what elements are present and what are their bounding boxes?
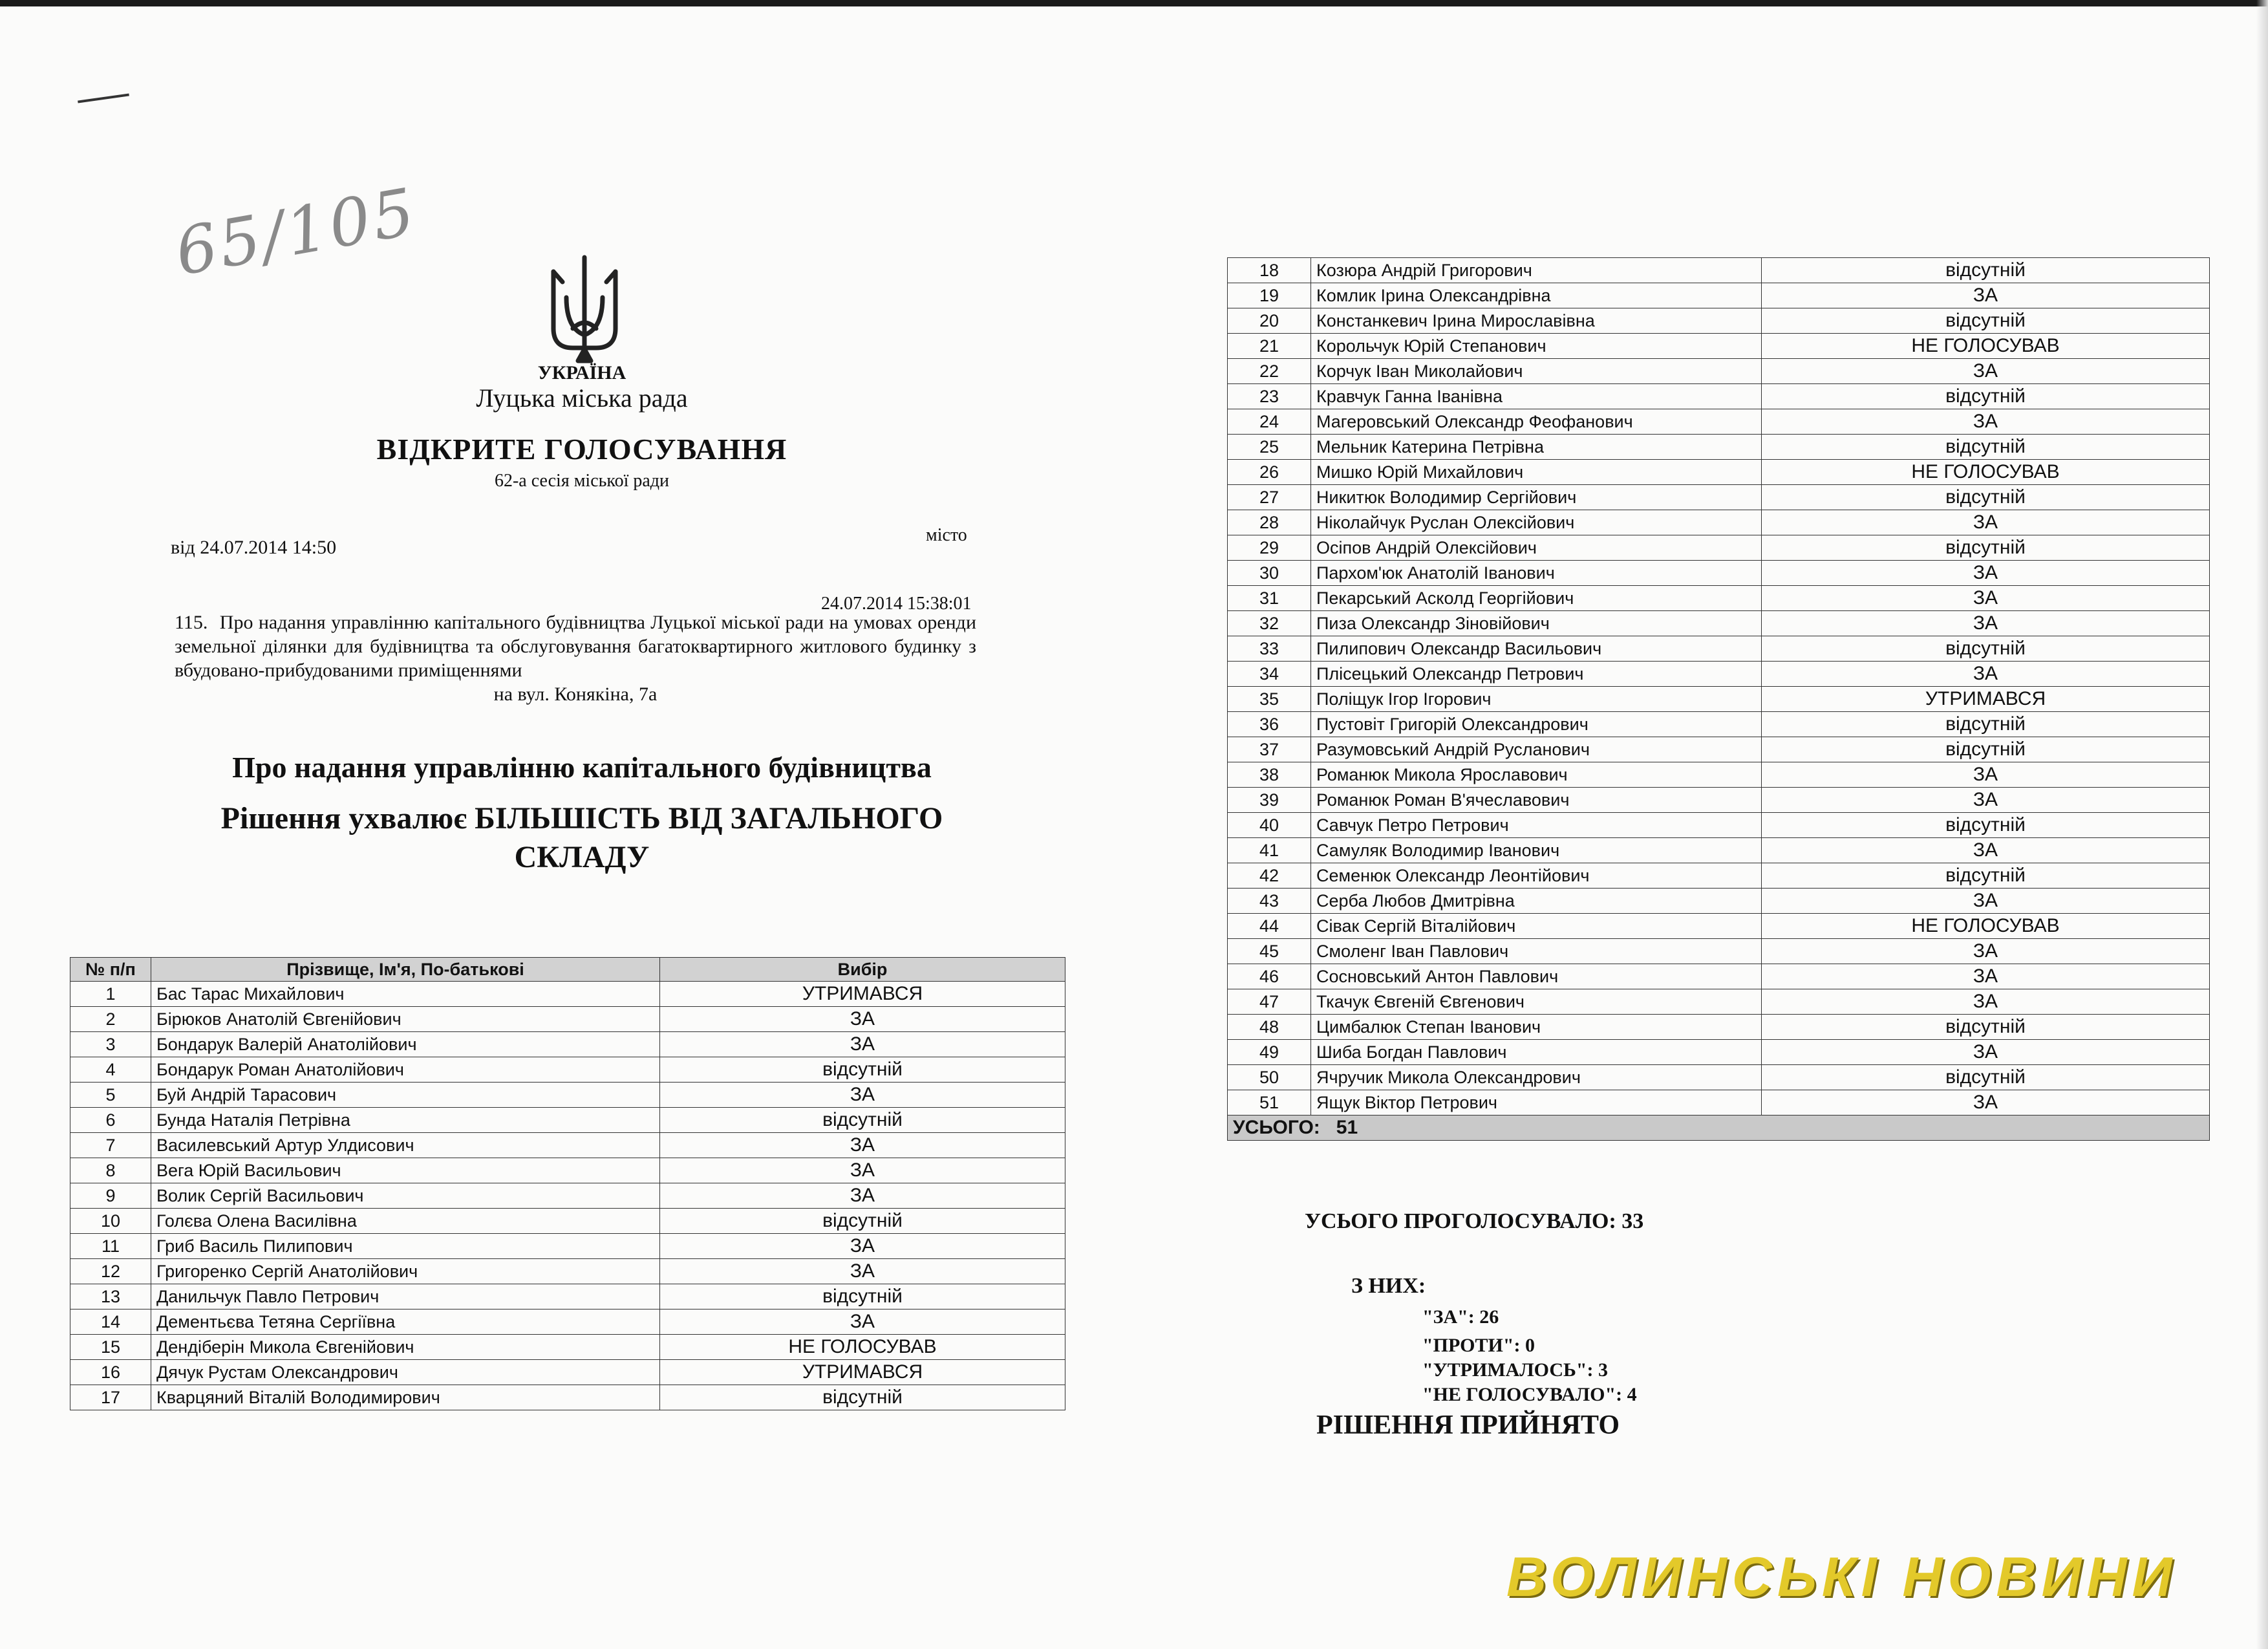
row-number: 48 — [1228, 1015, 1311, 1040]
row-number: 27 — [1228, 485, 1311, 510]
row-name: Пилипович Олександр Васильович — [1311, 636, 1762, 662]
table-row — [70, 1385, 1065, 1410]
table-total-row — [1228, 1116, 2210, 1141]
row-choice: ЗА — [1762, 510, 2210, 535]
table-row — [1228, 662, 2210, 687]
question-text — [175, 610, 976, 706]
row-number: 26 — [1228, 460, 1311, 485]
votes-table-right — [1227, 257, 2210, 1141]
row-name: Романюк Роман В'ячеславович — [1311, 788, 1762, 813]
row-name: Констанкевич Ірина Мирославівна — [1311, 308, 1762, 334]
total-value: 51 — [1336, 1117, 1358, 1138]
row-number: 49 — [1228, 1040, 1311, 1065]
table-row — [70, 1259, 1065, 1284]
council-name: Луцька міська рада — [476, 383, 688, 413]
row-name: Пархом'юк Анатолій Іванович — [1311, 561, 1762, 586]
row-number: 38 — [1228, 762, 1311, 788]
question-number: 115. — [175, 612, 208, 633]
row-number: 24 — [1228, 409, 1311, 435]
row-name: Бондарук Валерій Анатолійович — [151, 1032, 660, 1057]
row-choice: відсутній — [660, 1057, 1065, 1083]
row-name: Волик Сергій Васильович — [151, 1183, 660, 1209]
country-name: УКРАЇНА — [537, 362, 626, 383]
row-choice: НЕ ГОЛОСУВАВ — [660, 1335, 1065, 1360]
row-choice: відсутній — [660, 1108, 1065, 1133]
row-number: 19 — [1228, 283, 1311, 308]
row-name: Вега Юрій Васильович — [151, 1158, 660, 1183]
row-number: 23 — [1228, 384, 1311, 409]
row-choice: відсутній — [660, 1209, 1065, 1234]
row-choice: відсутній — [1762, 535, 2210, 561]
total-voted-value: 33 — [1621, 1209, 1644, 1233]
row-choice: ЗА — [1762, 586, 2210, 611]
row-number: 6 — [70, 1108, 151, 1133]
table-row — [70, 982, 1065, 1007]
row-name: Сосновський Антон Павлович — [1311, 964, 1762, 989]
votes-table-left-body — [70, 982, 1065, 1410]
row-number: 12 — [70, 1259, 151, 1284]
row-number: 29 — [1228, 535, 1311, 561]
row-name: Поліщук Ігор Ігорович — [1311, 687, 1762, 712]
table-row — [1228, 813, 2210, 838]
table-row — [70, 1310, 1065, 1335]
table-row — [1228, 586, 2210, 611]
row-choice: ЗА — [1762, 662, 2210, 687]
table-row — [70, 1284, 1065, 1310]
row-number: 44 — [1228, 914, 1311, 939]
document-title: ВІДКРИТЕ ГОЛОСУВАННЯ — [376, 433, 787, 466]
table-row — [1228, 485, 2210, 510]
of-them-label: З НИХ: — [1351, 1274, 1426, 1298]
total-voted-label: УСЬОГО ПРОГОЛОСУВАЛО: — [1305, 1209, 1616, 1233]
row-choice: відсутній — [1762, 737, 2210, 762]
table-row — [70, 1133, 1065, 1158]
row-choice: відсутній — [1762, 813, 2210, 838]
row-name: Василевський Артур Улдисович — [151, 1133, 660, 1158]
row-choice: ЗА — [1762, 838, 2210, 863]
row-number: 30 — [1228, 561, 1311, 586]
watermark-logo: ВОЛИНСЬКІ НОВИНИ — [1506, 1546, 2177, 1608]
row-number: 42 — [1228, 863, 1311, 889]
table-row — [1228, 914, 2210, 939]
row-choice: ЗА — [660, 1234, 1065, 1259]
city-label: місто — [926, 525, 967, 545]
col-choice-header: Вибір — [660, 958, 1065, 982]
short-title: Про надання управлінню капітального будівництва — [232, 751, 932, 784]
count-utrymalos: "УТРИМАЛОСЬ": 3 — [1422, 1359, 1609, 1381]
pen-mark — [78, 93, 129, 103]
question-body: Про надання управлінню капітального будівництва Луцької міської ради на умовах оренди земельної ділянки для будівництва та обслуговування багатоквартирного житлового будинку з вбудовано-прибудованими приміщеннями — [175, 612, 977, 681]
row-name: Бірюков Анатолій Євгенійович — [151, 1007, 660, 1032]
row-name: Осіпов Андрій Олексійович — [1311, 535, 1762, 561]
row-name: Магеровський Олександр Феофанович — [1311, 409, 1762, 435]
row-name: Мельник Катерина Петрівна — [1311, 435, 1762, 460]
table-row — [1228, 611, 2210, 636]
table-row — [1228, 1065, 2210, 1090]
row-choice: відсутній — [1762, 485, 2210, 510]
row-number: 41 — [1228, 838, 1311, 863]
row-number: 7 — [70, 1133, 151, 1158]
table-row — [1228, 1015, 2210, 1040]
row-name: Пустовіт Григорій Олександрович — [1311, 712, 1762, 737]
row-number: 3 — [70, 1032, 151, 1057]
table-row — [1228, 435, 2210, 460]
session-date: від 24.07.2014 14:50 — [171, 537, 337, 558]
row-name: Корольчук Юрій Степанович — [1311, 334, 1762, 359]
row-name: Кварцяний Віталій Володимирович — [151, 1385, 660, 1410]
session-label: 62-а сесія міської ради — [494, 471, 670, 491]
row-name: Ткачук Євгеній Євгенович — [1311, 989, 1762, 1015]
question-address: на вул. Конякіна, 7а — [493, 684, 658, 705]
row-name: Шиба Богдан Павлович — [1311, 1040, 1762, 1065]
row-number: 4 — [70, 1057, 151, 1083]
table-row — [70, 1335, 1065, 1360]
row-name: Никитюк Володимир Сергійович — [1311, 485, 1762, 510]
table-row — [1228, 1040, 2210, 1065]
row-number: 25 — [1228, 435, 1311, 460]
row-choice: НЕ ГОЛОСУВАВ — [1762, 914, 2210, 939]
total-label: УСЬОГО: — [1233, 1117, 1320, 1138]
row-name: Пиза Олександр Зіновійович — [1311, 611, 1762, 636]
row-number: 32 — [1228, 611, 1311, 636]
row-name: Смоленг Іван Павлович — [1311, 939, 1762, 964]
row-number: 15 — [70, 1335, 151, 1360]
col-number-header: № п/п — [70, 958, 151, 982]
row-choice: УТРИМАВСЯ — [660, 982, 1065, 1007]
table-row — [70, 1007, 1065, 1032]
row-number: 36 — [1228, 712, 1311, 737]
table-row — [1228, 863, 2210, 889]
row-choice: відсутній — [1762, 1065, 2210, 1090]
row-choice: відсутній — [660, 1284, 1065, 1310]
row-name: Пекарський Асколд Георгійович — [1311, 586, 1762, 611]
row-number: 9 — [70, 1183, 151, 1209]
table-row — [1228, 409, 2210, 435]
row-name: Ящук Віктор Петрович — [1311, 1090, 1762, 1116]
total-cell — [1228, 1116, 2210, 1141]
row-choice: відсутній — [1762, 636, 2210, 662]
row-number: 28 — [1228, 510, 1311, 535]
row-name: Бунда Наталія Петрівна — [151, 1108, 660, 1133]
row-choice: ЗА — [1762, 939, 2210, 964]
row-name: Гриб Василь Пилипович — [151, 1234, 660, 1259]
decision-result: РІШЕННЯ ПРИЙНЯТО — [1316, 1410, 1620, 1440]
row-number: 8 — [70, 1158, 151, 1183]
row-choice: відсутній — [1762, 258, 2210, 283]
row-name: Дементьєва Тетяна Сергіївна — [151, 1310, 660, 1335]
row-name: Козюра Андрій Григорович — [1311, 258, 1762, 283]
table-header-row — [70, 958, 1065, 982]
table-row — [70, 1158, 1065, 1183]
row-name: Сівак Сергій Віталійович — [1311, 914, 1762, 939]
row-name: Данильчук Павло Петрович — [151, 1284, 660, 1310]
row-choice: ЗА — [1762, 611, 2210, 636]
row-choice: ЗА — [1762, 1040, 2210, 1065]
row-choice: відсутній — [660, 1385, 1065, 1410]
row-number: 5 — [70, 1083, 151, 1108]
table-row — [1228, 712, 2210, 737]
row-number: 33 — [1228, 636, 1311, 662]
count-proty: "ПРОТИ": 0 — [1422, 1335, 1535, 1356]
table-row — [1228, 384, 2210, 409]
row-choice: НЕ ГОЛОСУВАВ — [1762, 334, 2210, 359]
row-choice: ЗА — [1762, 964, 2210, 989]
row-choice: УТРИМАВСЯ — [660, 1360, 1065, 1385]
row-number: 35 — [1228, 687, 1311, 712]
row-name: Бас Тарас Михайлович — [151, 982, 660, 1007]
row-choice: ЗА — [660, 1310, 1065, 1335]
row-choice: ЗА — [660, 1259, 1065, 1284]
count-ne-golosuvalo: "НЕ ГОЛОСУВАЛО": 4 — [1422, 1384, 1637, 1405]
trident-coat-of-arms-icon — [544, 252, 625, 366]
row-choice: ЗА — [660, 1183, 1065, 1209]
row-name: Савчук Петро Петрович — [1311, 813, 1762, 838]
row-name: Григоренко Сергій Анатолійович — [151, 1259, 660, 1284]
votes-table-right-body — [1228, 258, 2210, 1116]
decision-rule: Рішення ухвалює БІЛЬШІСТЬ ВІД ЗАГАЛЬНОГО СКЛАДУ — [220, 801, 943, 874]
table-row — [1228, 636, 2210, 662]
row-name: Дячук Рустам Олександрович — [151, 1360, 660, 1385]
row-name: Серба Любов Дмитрівна — [1311, 889, 1762, 914]
row-number: 46 — [1228, 964, 1311, 989]
scan-top-edge — [0, 0, 2268, 6]
scan-right-edge — [2256, 0, 2268, 1649]
row-name: Комлик Ірина Олександрівна — [1311, 283, 1762, 308]
table-row — [1228, 359, 2210, 384]
row-choice: ЗА — [660, 1133, 1065, 1158]
row-choice: ЗА — [1762, 283, 2210, 308]
row-number: 1 — [70, 982, 151, 1007]
row-number: 10 — [70, 1209, 151, 1234]
row-name: Голєва Олена Василівна — [151, 1209, 660, 1234]
row-number: 20 — [1228, 308, 1311, 334]
row-number: 45 — [1228, 939, 1311, 964]
row-choice: ЗА — [660, 1032, 1065, 1057]
row-name: Семенюк Олександр Леонтійович — [1311, 863, 1762, 889]
row-choice: відсутній — [1762, 863, 2210, 889]
row-number: 14 — [70, 1310, 151, 1335]
handwritten-number: 65/105 — [169, 173, 423, 290]
row-name: Кравчук Ганна Іванівна — [1311, 384, 1762, 409]
row-number: 34 — [1228, 662, 1311, 687]
table-row — [1228, 510, 2210, 535]
row-choice: ЗА — [1762, 989, 2210, 1015]
row-name: Разумовський Андрій Русланович — [1311, 737, 1762, 762]
row-number: 18 — [1228, 258, 1311, 283]
row-number: 21 — [1228, 334, 1311, 359]
table-row — [1228, 258, 2210, 283]
table-row — [1228, 1090, 2210, 1116]
table-row — [1228, 989, 2210, 1015]
table-row — [1228, 308, 2210, 334]
row-choice: ЗА — [1762, 788, 2210, 813]
row-number: 16 — [70, 1360, 151, 1385]
votes-table-left — [70, 957, 1065, 1410]
row-choice: ЗА — [1762, 889, 2210, 914]
row-name: Самуляк Володимир Іванович — [1311, 838, 1762, 863]
row-number: 11 — [70, 1234, 151, 1259]
row-number: 47 — [1228, 989, 1311, 1015]
table-row — [1228, 334, 2210, 359]
row-choice: ЗА — [1762, 561, 2210, 586]
table-row — [70, 1360, 1065, 1385]
table-row — [1228, 939, 2210, 964]
row-choice: відсутній — [1762, 435, 2210, 460]
row-choice: УТРИМАВСЯ — [1762, 687, 2210, 712]
table-row — [1228, 762, 2210, 788]
row-number: 17 — [70, 1385, 151, 1410]
row-number: 31 — [1228, 586, 1311, 611]
row-name: Мишко Юрій Михайлович — [1311, 460, 1762, 485]
table-row — [70, 1234, 1065, 1259]
table-row — [1228, 561, 2210, 586]
row-choice: відсутній — [1762, 384, 2210, 409]
row-choice: ЗА — [1762, 409, 2210, 435]
table-row — [1228, 838, 2210, 863]
count-za: "ЗА": 26 — [1422, 1306, 1499, 1328]
row-choice: ЗА — [660, 1083, 1065, 1108]
row-choice: НЕ ГОЛОСУВАВ — [1762, 460, 2210, 485]
row-name: Буй Андрій Тарасович — [151, 1083, 660, 1108]
row-choice: відсутній — [1762, 308, 2210, 334]
col-name-header: Прізвище, Ім'я, По-батькові — [151, 958, 660, 982]
row-name: Дендіберін Микола Євгенійович — [151, 1335, 660, 1360]
table-row — [70, 1209, 1065, 1234]
table-row — [1228, 889, 2210, 914]
row-choice: відсутній — [1762, 712, 2210, 737]
row-name: Ячручик Микола Олександрович — [1311, 1065, 1762, 1090]
row-choice: ЗА — [1762, 762, 2210, 788]
table-row — [1228, 964, 2210, 989]
row-choice: ЗА — [1762, 1090, 2210, 1116]
row-number: 43 — [1228, 889, 1311, 914]
table-row — [1228, 788, 2210, 813]
vote-timestamp: 24.07.2014 15:38:01 — [821, 594, 972, 614]
row-number: 2 — [70, 1007, 151, 1032]
table-row — [1228, 460, 2210, 485]
row-number: 39 — [1228, 788, 1311, 813]
row-choice: відсутній — [1762, 1015, 2210, 1040]
row-name: Бондарук Роман Анатолійович — [151, 1057, 660, 1083]
table-row — [1228, 283, 2210, 308]
table-row — [70, 1057, 1065, 1083]
row-name: Ніколайчук Руслан Олексійович — [1311, 510, 1762, 535]
row-name: Романюк Микола Ярославович — [1311, 762, 1762, 788]
row-choice: ЗА — [660, 1007, 1065, 1032]
total-voted — [1305, 1209, 1643, 1234]
table-row — [70, 1032, 1065, 1057]
row-choice: ЗА — [660, 1158, 1065, 1183]
row-number: 50 — [1228, 1065, 1311, 1090]
row-number: 37 — [1228, 737, 1311, 762]
row-name: Цимбалюк Степан Іванович — [1311, 1015, 1762, 1040]
table-row — [70, 1083, 1065, 1108]
row-number: 51 — [1228, 1090, 1311, 1116]
row-number: 22 — [1228, 359, 1311, 384]
table-row — [1228, 737, 2210, 762]
row-number: 40 — [1228, 813, 1311, 838]
row-name: Плісецький Олександр Петрович — [1311, 662, 1762, 687]
row-name: Корчук Іван Миколайович — [1311, 359, 1762, 384]
table-row — [70, 1183, 1065, 1209]
table-row — [70, 1108, 1065, 1133]
table-row — [1228, 535, 2210, 561]
row-choice: ЗА — [1762, 359, 2210, 384]
table-row — [1228, 687, 2210, 712]
row-number: 13 — [70, 1284, 151, 1310]
